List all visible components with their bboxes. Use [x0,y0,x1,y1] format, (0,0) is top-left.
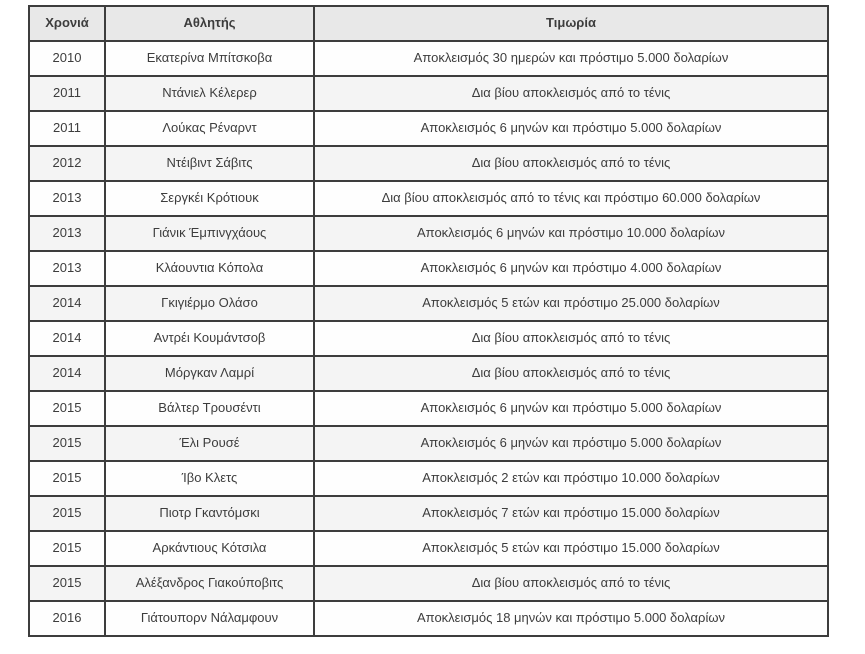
table-row [29,286,828,321]
column-header-penalty: Τιμωρία [314,6,828,41]
year-cell: 2015 [29,426,105,461]
table-row [29,181,828,216]
year-cell: 2016 [29,601,105,636]
table-row [29,601,828,636]
table-row [29,111,828,146]
year-cell: 2011 [29,111,105,146]
year-cell: 2015 [29,531,105,566]
table-body [29,41,828,636]
year-cell: 2015 [29,566,105,601]
header-row [29,6,828,41]
athlete-cell: Εκατερίνα Μπίτσκοβα [105,41,314,76]
athlete-cell: Αντρέι Κουμάντσοβ [105,321,314,356]
column-header-year: Χρονιά [29,6,105,41]
year-cell: 2014 [29,286,105,321]
table-header [29,6,828,41]
year-cell: 2014 [29,321,105,356]
table-row [29,426,828,461]
athlete-cell: Μόργκαν Λαμρί [105,356,314,391]
year-cell: 2013 [29,181,105,216]
year-cell: 2015 [29,391,105,426]
table-row [29,216,828,251]
year-cell: 2011 [29,76,105,111]
penalty-cell: Δια βίου αποκλεισμός από το τένις [314,146,828,181]
athlete-cell: Αρκάντιους Κότσιλα [105,531,314,566]
penalty-cell: Αποκλεισμός 5 ετών και πρόστιμο 15.000 δολαρίων [314,531,828,566]
table-row [29,356,828,391]
table-row [29,251,828,286]
athlete-cell: Έλι Ρουσέ [105,426,314,461]
table-row [29,391,828,426]
year-cell: 2012 [29,146,105,181]
year-cell: 2013 [29,251,105,286]
table-row [29,496,828,531]
athlete-cell: Γιάτουπορν Νάλαμφουν [105,601,314,636]
penalty-cell: Αποκλεισμός 6 μηνών και πρόστιμο 4.000 δολαρίων [314,251,828,286]
athlete-cell: Γκιγιέρμο Ολάσο [105,286,314,321]
year-cell: 2013 [29,216,105,251]
athlete-cell: Σεργκέι Κρότιουκ [105,181,314,216]
year-cell: 2015 [29,461,105,496]
year-cell: 2015 [29,496,105,531]
penalty-cell: Δια βίου αποκλεισμός από το τένις [314,566,828,601]
athlete-cell: Αλέξανδρος Γιακούποβιτς [105,566,314,601]
athlete-cell: Ντάνιελ Κέλερερ [105,76,314,111]
table-row [29,41,828,76]
penalty-cell: Αποκλεισμός 5 ετών και πρόστιμο 25.000 δολαρίων [314,286,828,321]
penalty-cell: Δια βίου αποκλεισμός από το τένις [314,356,828,391]
athlete-cell: Γιάνικ Έμπινγχάους [105,216,314,251]
athlete-cell: Βάλτερ Τρουσέντι [105,391,314,426]
table-row [29,566,828,601]
table-row [29,146,828,181]
athlete-cell: Κλάουντια Κόπολα [105,251,314,286]
penalty-cell: Αποκλεισμός 2 ετών και πρόστιμο 10.000 δολαρίων [314,461,828,496]
penalty-cell: Δια βίου αποκλεισμός από το τένις [314,321,828,356]
athlete-cell: Λούκας Ρέναρντ [105,111,314,146]
table-row [29,461,828,496]
penalty-cell: Αποκλεισμός 6 μηνών και πρόστιμο 5.000 δολαρίων [314,111,828,146]
table-row [29,321,828,356]
year-cell: 2014 [29,356,105,391]
penalty-cell: Αποκλεισμός 7 ετών και πρόστιμο 15.000 δολαρίων [314,496,828,531]
athlete-cell: Πιοτρ Γκαντόμσκι [105,496,314,531]
penalty-cell: Αποκλεισμός 18 μηνών και πρόστιμο 5.000 δολαρίων [314,601,828,636]
column-header-athlete: Αθλητής [105,6,314,41]
penalty-cell: Αποκλεισμός 30 ημερών και πρόστιμο 5.000 δολαρίων [314,41,828,76]
athlete-cell: Ντέιβιντ Σάβιτς [105,146,314,181]
penalty-cell: Αποκλεισμός 6 μηνών και πρόστιμο 5.000 δολαρίων [314,391,828,426]
penalty-cell: Δια βίου αποκλεισμός από το τένις [314,76,828,111]
penalty-cell: Αποκλεισμός 6 μηνών και πρόστιμο 5.000 δολαρίων [314,426,828,461]
penalty-cell: Δια βίου αποκλεισμός από το τένις και πρόστιμο 60.000 δολαρίων [314,181,828,216]
year-cell: 2010 [29,41,105,76]
penalty-cell: Αποκλεισμός 6 μηνών και πρόστιμο 10.000 δολαρίων [314,216,828,251]
table-row [29,531,828,566]
table-row [29,76,828,111]
penalties-table [28,5,829,637]
athlete-cell: Ίβο Κλετς [105,461,314,496]
